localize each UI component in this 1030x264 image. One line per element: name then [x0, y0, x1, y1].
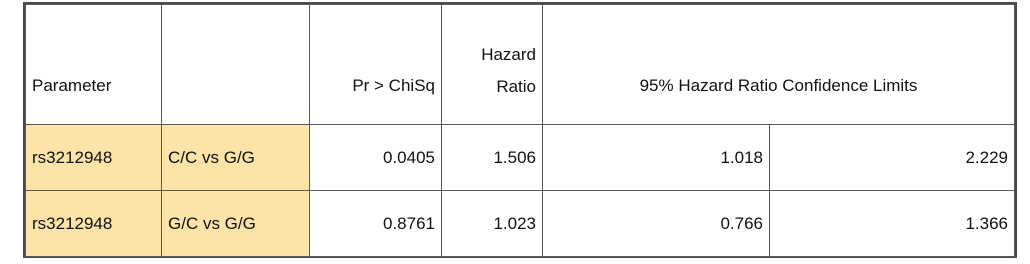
row1-hazard-ratio: 1.506	[442, 125, 543, 191]
header-pr-chisq: Pr > ChiSq	[310, 5, 442, 125]
hazard-ratio-table	[25, 4, 1015, 257]
row2-lower-limit: 0.766	[543, 191, 770, 257]
header-parameter: Parameter	[26, 5, 162, 125]
row1-parameter: rs3212948	[26, 125, 162, 191]
header-hazard-ratio	[442, 5, 543, 125]
row1-lower-limit: 1.018	[543, 125, 770, 191]
row2-hazard-ratio: 1.023	[442, 191, 543, 257]
row2-pr-chisq: 0.8761	[310, 191, 442, 257]
header-hazard-line2: Ratio	[496, 77, 536, 96]
table-row	[26, 191, 1015, 257]
header-blank	[162, 5, 310, 125]
row2-upper-limit: 1.366	[770, 191, 1015, 257]
hazard-ratio-table-frame	[23, 2, 1017, 258]
row1-comparison: C/C vs G/G	[162, 125, 310, 191]
header-confidence-limits: 95% Hazard Ratio Confidence Limits	[543, 5, 1015, 125]
row1-pr-chisq: 0.0405	[310, 125, 442, 191]
table-header-row	[26, 5, 1015, 125]
row2-parameter: rs3212948	[26, 191, 162, 257]
header-hazard-line1: Hazard	[481, 45, 536, 64]
table-row	[26, 125, 1015, 191]
row1-upper-limit: 2.229	[770, 125, 1015, 191]
row2-comparison: G/C vs G/G	[162, 191, 310, 257]
